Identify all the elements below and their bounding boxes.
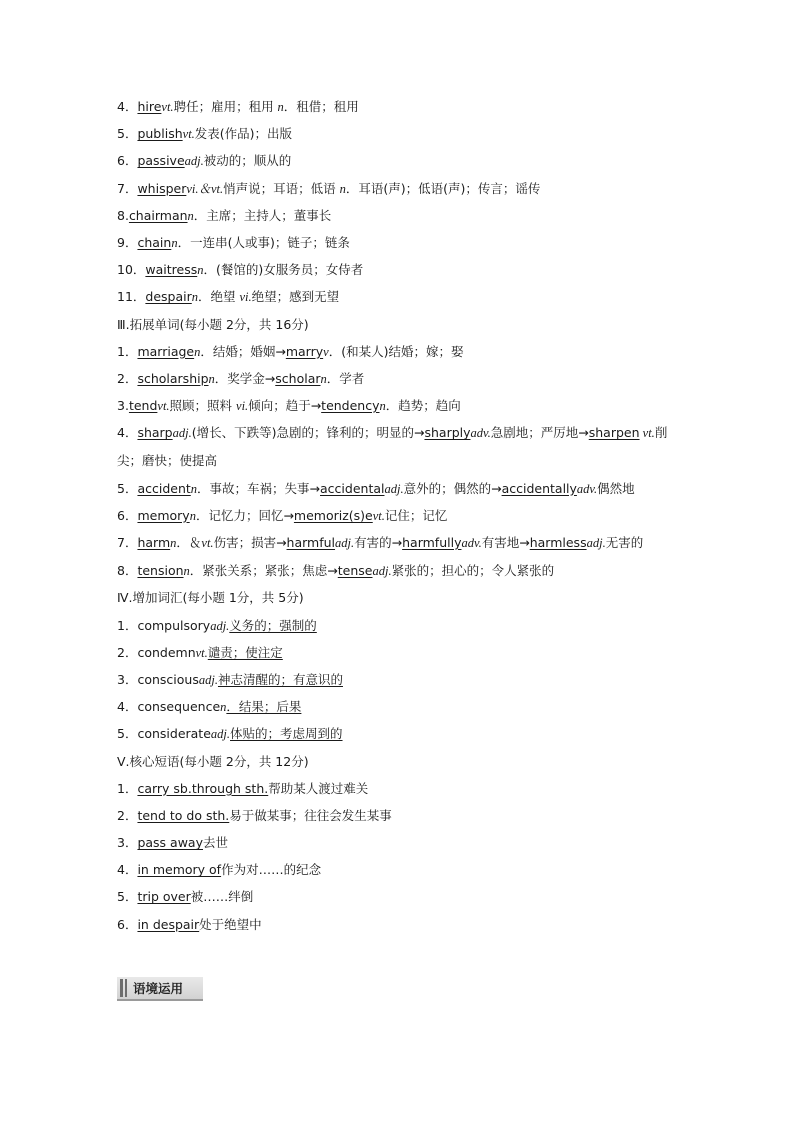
phrase-item [117, 911, 687, 938]
answer-word: chain [137, 234, 172, 250]
answer-word: despair [145, 289, 192, 305]
answer-word: accidental [320, 480, 385, 496]
definition: 易于做某事；往往会发生某事 [229, 807, 392, 823]
extension-item [117, 475, 687, 502]
definition: 紧张的；担心的；令人紧张的 [391, 563, 555, 579]
answer-phrase: carry sb.through sth. [137, 780, 269, 796]
extension-item [117, 338, 687, 365]
vocab-item [117, 256, 687, 283]
definition: 绝望；感到无望 [251, 289, 340, 305]
part-of-speech: vt. [195, 645, 208, 660]
item-number: 3. [117, 398, 129, 414]
definition: ．租借；租用 [283, 99, 359, 114]
definition: 去世 [203, 835, 229, 851]
answer-definition: 义务的；强制的 [229, 617, 317, 633]
definition: (增长、下跌等)急剧的；锋利的；明显的→ [191, 425, 425, 441]
extension-item [117, 529, 687, 557]
section-4-list [117, 612, 687, 748]
phrase-item [117, 802, 687, 829]
part-of-speech: n [220, 700, 227, 715]
section-heading-bar [117, 977, 203, 1001]
item-number: 5． [117, 726, 138, 742]
definition: ．结婚；婚姻→ [200, 343, 286, 359]
part-of-speech: adj. [184, 154, 204, 169]
definition: 照顾；照料 [169, 398, 237, 414]
part-of-speech: vt. [372, 508, 385, 523]
part-of-speech: n [277, 100, 284, 114]
answer-word: harmful [286, 535, 336, 551]
part-of-speech: vt. [201, 536, 214, 551]
part-of-speech: adj. [335, 536, 355, 551]
extension-item [117, 557, 687, 584]
answer-word: accident [137, 480, 191, 496]
item-number: 9． [117, 234, 138, 250]
answer-word: scholarship [137, 370, 209, 386]
answer-word: passive [137, 153, 185, 169]
extension-item [117, 502, 687, 529]
definition: ．绝望 [198, 289, 240, 305]
definition: ．事故；车祸；失事→ [197, 480, 321, 496]
phrase-item [117, 829, 687, 856]
extension-item [117, 365, 687, 392]
part-of-speech: n [320, 371, 327, 386]
answer-phrase: trip over [137, 889, 191, 905]
part-of-speech: n [183, 564, 190, 579]
definition: 有害的→ [354, 535, 403, 551]
part-of-speech: n [208, 371, 215, 386]
part-of-speech: vt. [182, 127, 195, 142]
definition: ．(餐馆的)女服务员；女侍者 [203, 262, 364, 278]
definition: 帮助某人渡过难关 [268, 780, 369, 796]
answer-phrase: pass away [137, 835, 203, 851]
section-3-list [117, 338, 687, 585]
answer-definition: 体贴的；考虑周到的 [230, 726, 343, 742]
word: compulsory [137, 617, 211, 633]
item-number: 6． [117, 916, 138, 932]
item-number: 5． [117, 480, 138, 496]
word: conscious [137, 671, 199, 687]
definition: 被动的；顺从的 [203, 153, 292, 169]
item-number: 2． [117, 370, 138, 386]
answer-word: harmless [529, 535, 587, 551]
item-number: 4． [117, 425, 138, 441]
definition: 偶然地 [597, 480, 635, 496]
part-of-speech: n [190, 481, 198, 496]
definition: ．奖学金→ [214, 370, 276, 386]
part-of-speech: adj. [210, 618, 230, 633]
added-vocab-item [117, 693, 687, 720]
item-number: 2． [117, 644, 138, 660]
part-of-speech: adj. [384, 481, 404, 496]
answer-word: tension [137, 563, 184, 579]
answer-word: tendency [321, 398, 380, 414]
item-number: 8． [117, 563, 138, 579]
added-vocab-item [117, 639, 687, 666]
definition: 被……绊倒 [190, 889, 254, 905]
item-number: 5． [117, 889, 138, 905]
definition: 记住；记忆 [384, 507, 448, 523]
word: consequence [137, 699, 221, 715]
answer-phrase: in despair [137, 916, 200, 932]
definition: ．趋势；趋向 [385, 398, 461, 414]
part-of-speech: n [170, 536, 177, 551]
answer-word: sharp [137, 425, 173, 441]
definition: 作为对……的纪念 [221, 862, 322, 878]
heading-label: 语境运用 [133, 981, 184, 996]
definition: ．一连串(人或事)；链子；链条 [177, 234, 350, 250]
part-of-speech: n [379, 399, 386, 414]
part-of-speech: vt. [639, 426, 655, 441]
answer-word: scholar [275, 370, 321, 386]
item-number: 3． [117, 835, 138, 851]
part-of-speech: n [197, 263, 204, 278]
vocab-item [117, 120, 687, 147]
item-number: 3． [117, 671, 138, 687]
definition: ．＆ [176, 535, 202, 551]
part-of-speech: adj. [586, 536, 606, 551]
part-of-speech: adj. [210, 727, 231, 742]
answer-word: memory [137, 507, 190, 523]
answer-word: sharply [424, 425, 471, 441]
part-of-speech: v [323, 344, 329, 359]
answer-definition: 神志清醒的；有意识的 [217, 671, 343, 687]
item-number: 1． [117, 343, 138, 359]
part-of-speech: n [187, 208, 194, 223]
item-number: 2． [117, 807, 138, 823]
part-of-speech: vt. [161, 100, 174, 114]
item-number: 6． [117, 507, 138, 523]
vocab-item [117, 93, 687, 120]
answer-phrase: tend to do sth. [137, 807, 230, 823]
heading-marker-2 [125, 979, 127, 997]
vocab-item [117, 229, 687, 256]
answer-word: tend [128, 398, 158, 414]
worksheet-content [117, 93, 687, 938]
section-5-list [117, 775, 687, 938]
vocab-item [117, 147, 687, 174]
definition: 聘任；雇用；租用 [173, 99, 278, 114]
answer-word: chairman [128, 207, 188, 223]
part-of-speech: vi. [239, 290, 252, 305]
part-of-speech: adv. [470, 426, 491, 441]
definition: 急剧地；严厉地→ [490, 425, 589, 441]
vocab-item [117, 283, 687, 310]
item-number: 7． [117, 535, 138, 551]
vocab-list [117, 93, 687, 311]
part-of-speech: n [194, 344, 201, 359]
answer-word: publish [137, 126, 183, 142]
definition: 悄声说；耳语；低语 [223, 180, 340, 196]
item-number: 6． [117, 153, 138, 169]
definition: 倾向；趋于→ [248, 398, 322, 414]
definition: 有害地→ [481, 535, 530, 551]
answer-word: harmfully [402, 535, 462, 551]
word: condemn [137, 644, 196, 660]
definition: ．主席；主持人；董事长 [193, 207, 332, 223]
extension-item [117, 419, 687, 474]
vocab-item [117, 202, 687, 229]
item-number: 11． [117, 289, 146, 305]
added-vocab-item [117, 666, 687, 693]
definition: ．学者 [326, 370, 365, 386]
section-title-4: Ⅳ.增加词汇(每小题 1分，共 5分) [117, 590, 304, 606]
section-title-5: Ⅴ.核心短语(每小题 2分，共 12分) [117, 753, 309, 769]
extension-item [117, 392, 687, 419]
part-of-speech: vi. [236, 399, 249, 414]
answer-phrase: in memory of [137, 862, 222, 878]
item-number: 5． [117, 126, 138, 142]
definition: 无害的 [605, 535, 644, 551]
item-number: 1． [117, 617, 138, 633]
definition: 发表(作品)；出版 [194, 126, 293, 142]
answer-definition: 谴责；使注定 [207, 644, 283, 660]
part-of-speech: adv. [461, 536, 482, 551]
answer-word: whisper [137, 180, 187, 196]
item-number: 1． [117, 780, 138, 796]
vocab-item [117, 175, 687, 202]
word: considerate [137, 726, 211, 742]
definition: ．紧张关系；紧张；焦虑→ [189, 563, 338, 579]
answer-definition: ．结果；后果 [226, 699, 302, 715]
item-number: 7． [117, 180, 138, 196]
part-of-speech: n [191, 290, 199, 305]
part-of-speech: adj. [372, 564, 392, 579]
section-title-3: Ⅲ.拓展单词(每小题 2分，共 16分) [117, 316, 309, 332]
answer-word: accidentally [501, 480, 577, 496]
definition: 意外的；偶然的→ [403, 480, 502, 496]
answer-word: waitress [145, 262, 198, 278]
definition: ．耳语(声)；低语(声)；传言；谣传 [345, 180, 541, 196]
part-of-speech: n [339, 181, 346, 196]
part-of-speech: adv. [576, 481, 598, 496]
part-of-speech: vi.＆vt. [186, 181, 224, 196]
answer-word: marriage [137, 343, 195, 359]
phrase-item [117, 775, 687, 802]
definition: 削尖；磨快；使提高 [117, 425, 668, 469]
part-of-speech: adj. [172, 426, 192, 441]
part-of-speech: adj. [198, 672, 218, 687]
item-number: 4． [117, 862, 138, 878]
part-of-speech: vt. [157, 399, 170, 414]
item-number: 4． [117, 699, 138, 715]
answer-word: harm [137, 535, 171, 551]
phrase-item [117, 856, 687, 883]
added-vocab-item [117, 720, 687, 747]
definition: ．记忆力；回忆→ [195, 507, 294, 523]
part-of-speech: n [171, 235, 178, 250]
answer-word: tense [337, 563, 373, 579]
heading-marker [120, 979, 123, 997]
answer-word: hire [137, 99, 162, 114]
answer-word: marry [285, 343, 324, 359]
answer-word: sharpen [588, 425, 640, 441]
definition: 伤害；损害→ [213, 535, 287, 551]
definition: 处于绝望中 [199, 916, 262, 932]
item-number: 10． [117, 262, 146, 278]
item-number: 4． [117, 99, 138, 114]
answer-word: memoriz(s)e [293, 507, 373, 523]
added-vocab-item [117, 612, 687, 639]
phrase-item [117, 883, 687, 910]
part-of-speech: n [189, 508, 196, 523]
item-number: 8. [117, 207, 129, 223]
definition: ．(和某人)结婚；嫁；娶 [328, 343, 464, 359]
